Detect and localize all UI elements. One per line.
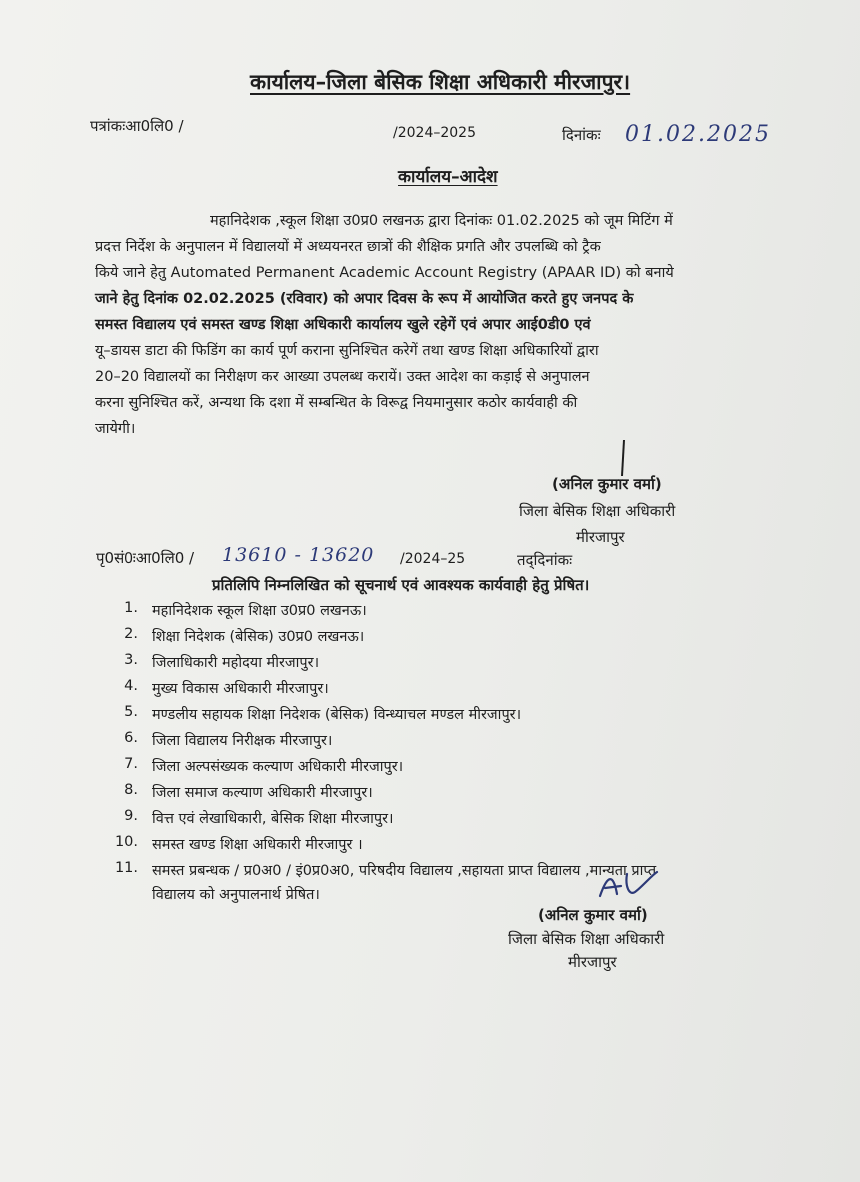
copy-intro: प्रतिलिपि निम्नलिखित को सूचनार्थ एवं आवश्यक कार्यवाही हेतु प्रेषित।: [212, 576, 590, 594]
letter-ref-number: पत्रांकःआ0लि0 /: [90, 117, 184, 135]
signatory-name-2: (अनिल कुमार वर्मा): [538, 906, 648, 924]
order-line-1: महानिदेशक ,स्कूल शिक्षा उ0प्र0 लखनऊ द्वारा दिनांकः 01.02.2025 को जूम मिटिंग में: [210, 213, 673, 229]
signatory-place: मीरजापुर: [576, 528, 625, 546]
order-line-4: जाने हेतु दिनांक 02.02.2025 (रविवार) को अपार दिवस के रूप में आयोजित करते हुए जनपद के: [95, 291, 634, 307]
order-line-9: जायेगी।: [95, 421, 136, 437]
list-item-continuation: विद्यालय को अनुपालनार्थ प्रेषित।: [152, 887, 320, 903]
signatory-place-2: मीरजापुर: [568, 953, 617, 971]
order-line-7: 20–20 विद्यालयों का निरीक्षण कर आख्या उपलब्ध करायें। उक्त आदेश का कड़ाई से अनुपालन: [95, 369, 590, 385]
handwritten-initials-icon: [595, 866, 665, 906]
copy-ref-number: पृ0सं0ःआ0लि0 /: [96, 549, 195, 567]
date-label: दिनांकः: [562, 126, 601, 144]
order-line-5: समस्त विद्यालय एवं समस्त खण्ड शिक्षा अधिकारी कार्यालय खुले रहेगें एवं अपार आई0डी0 एवं: [95, 317, 591, 333]
order-line-8: करना सुनिश्चित करें, अन्यथा कि दशा में सम्बन्धित के विरूद्व नियमानुसार कठोर कार्यवाही की: [95, 395, 578, 411]
order-line-6: यू–डायस डाटा की फिडिंग का कार्य पूर्ण कराना सुनिश्चित करेगें तथा खण्ड शिक्षा अधिकारियों द्वारा: [95, 343, 599, 359]
signatory-name: (अनिल कुमार वर्मा): [552, 475, 662, 493]
order-line-2: प्रदत्त निर्देश के अनुपालन में विद्यालयों में अध्ययनरत छात्रों की शैक्षिक प्रगति और उपलब्धि को ट्रैक: [95, 239, 601, 255]
order-title: कार्यालय–आदेश: [398, 167, 498, 187]
order-line-3: किये जाने हेतु Automated Permanent Academic Account Registry (APAAR ID) को बनाये: [95, 265, 674, 281]
handwritten-date: 01.02.2025: [625, 122, 771, 147]
copy-ref-year: /2024–25: [400, 551, 466, 567]
copy-date-label: तद्‌दिनांकः: [517, 551, 573, 569]
letter-ref-year: /2024–2025: [393, 125, 476, 141]
signatory-designation: जिला बेसिक शिक्षा अधिकारी: [519, 502, 676, 520]
office-title: कार्यालय–जिला बेसिक शिक्षा अधिकारी मीरजापुर।: [250, 70, 631, 94]
handwritten-dispatch-range: 13610 - 13620: [222, 544, 375, 566]
document-page: कार्यालय–जिला बेसिक शिक्षा अधिकारी मीरजापुर। पत्रांकःआ0लि0 / /2024–2025 दिनांकः 01.02.2025 कार्यालय–आदेश महानिदेशक ,स्कूल शिक्षा उ0प्र0 लखनऊ द्वारा दिनांकः 01.02.2025 को जूम मिटिंग में प्रदत्त निर्देश के अनुपालन में विद्यालयों में अध्ययनरत छात्रों की शैक्षिक प्रगति और उपलब्धि को ट्रैक किये जाने हेतु Automated Permanent Academic Account Registry (APAAR ID) को बनाये जाने हेतु दिनांक 02.02.2025 (रविवार) को अपार दिवस के रूप में आयोजित करते हुए जनपद के समस्त विद्यालय एवं समस्त खण्ड शिक्षा अधिकारी कार्यालय खुले रहेगें एवं अपार आई0डी0 एवं यू–डायस डाटा की फिडिंग का कार्य पूर्ण कराना सुनिश्चित करेगें तथा खण्ड शिक्षा अधिकारियों द्वारा 20–20 विद्यालयों का निरीक्षण कर आख्या उपलब्ध करायें। उक्त आदेश का कड़ाई से अनुपालन करना सुनिश्चित करें, अन्यथा कि दशा में सम्बन्धित के विरूद्व नियमानुसार कठोर कार्यवाही की जायेगी। (अनिल कुमार वर्मा) जिला बेसिक शिक्षा अधिकारी मीरजापुर पृ0सं0ःआ0लि0 / 13610 - 13620 /2024–25 तद्‌दिनांकः प्रतिलिपि निम्नलिखित को सूचनार्थ एवं आवश्यक कार्यवाही हेतु प्रेषित। 1. महानिदेशक स्कूल शिक्षा उ0प्र0 लखनऊ। 2. शिक्षा निदेशक (बेसिक) उ0प्र0 लखनऊ। 3. जिलाधिकारी महोदया मीरजापुर। 4. मुख्य विकास अधिकारी मीरजापुर। 5. मण्डलीय सहायक शिक्षा निदेशक (बेसिक) विन्ध्याचल मण्डल मीरजापुर। 6. जिला विद्यालय निरीक्षक मीरजापुर। 7. जिला अल्पसंख्यक कल्याण अधिकारी मीरजापुर। 8. जिला समाज कल्याण अधिकारी मीरजापुर। 9. वित्त एवं लेखाधिकारी, बेसिक शिक्षा मीरजापुर। 10. समस्त खण्ड शिक्षा अधिकारी मीरजापुर । 11. समस्त प्रबन्धक / प्र0अ0 / इं0प्र0अ0, परिषदीय विद्यालय ,सहायता प्राप्त विद्यालय ,मान्यता प्राप्त विद्यालय को अनुपालनार्थ प्रेषित। (अनिल कुमार वर्मा) जिला बेसिक शिक्षा अधिकारी मीरजापुर: [90, 70, 771, 971]
signature-stroke-icon: [620, 438, 626, 478]
signatory-designation-2: जिला बेसिक शिक्षा अधिकारी: [508, 930, 665, 948]
